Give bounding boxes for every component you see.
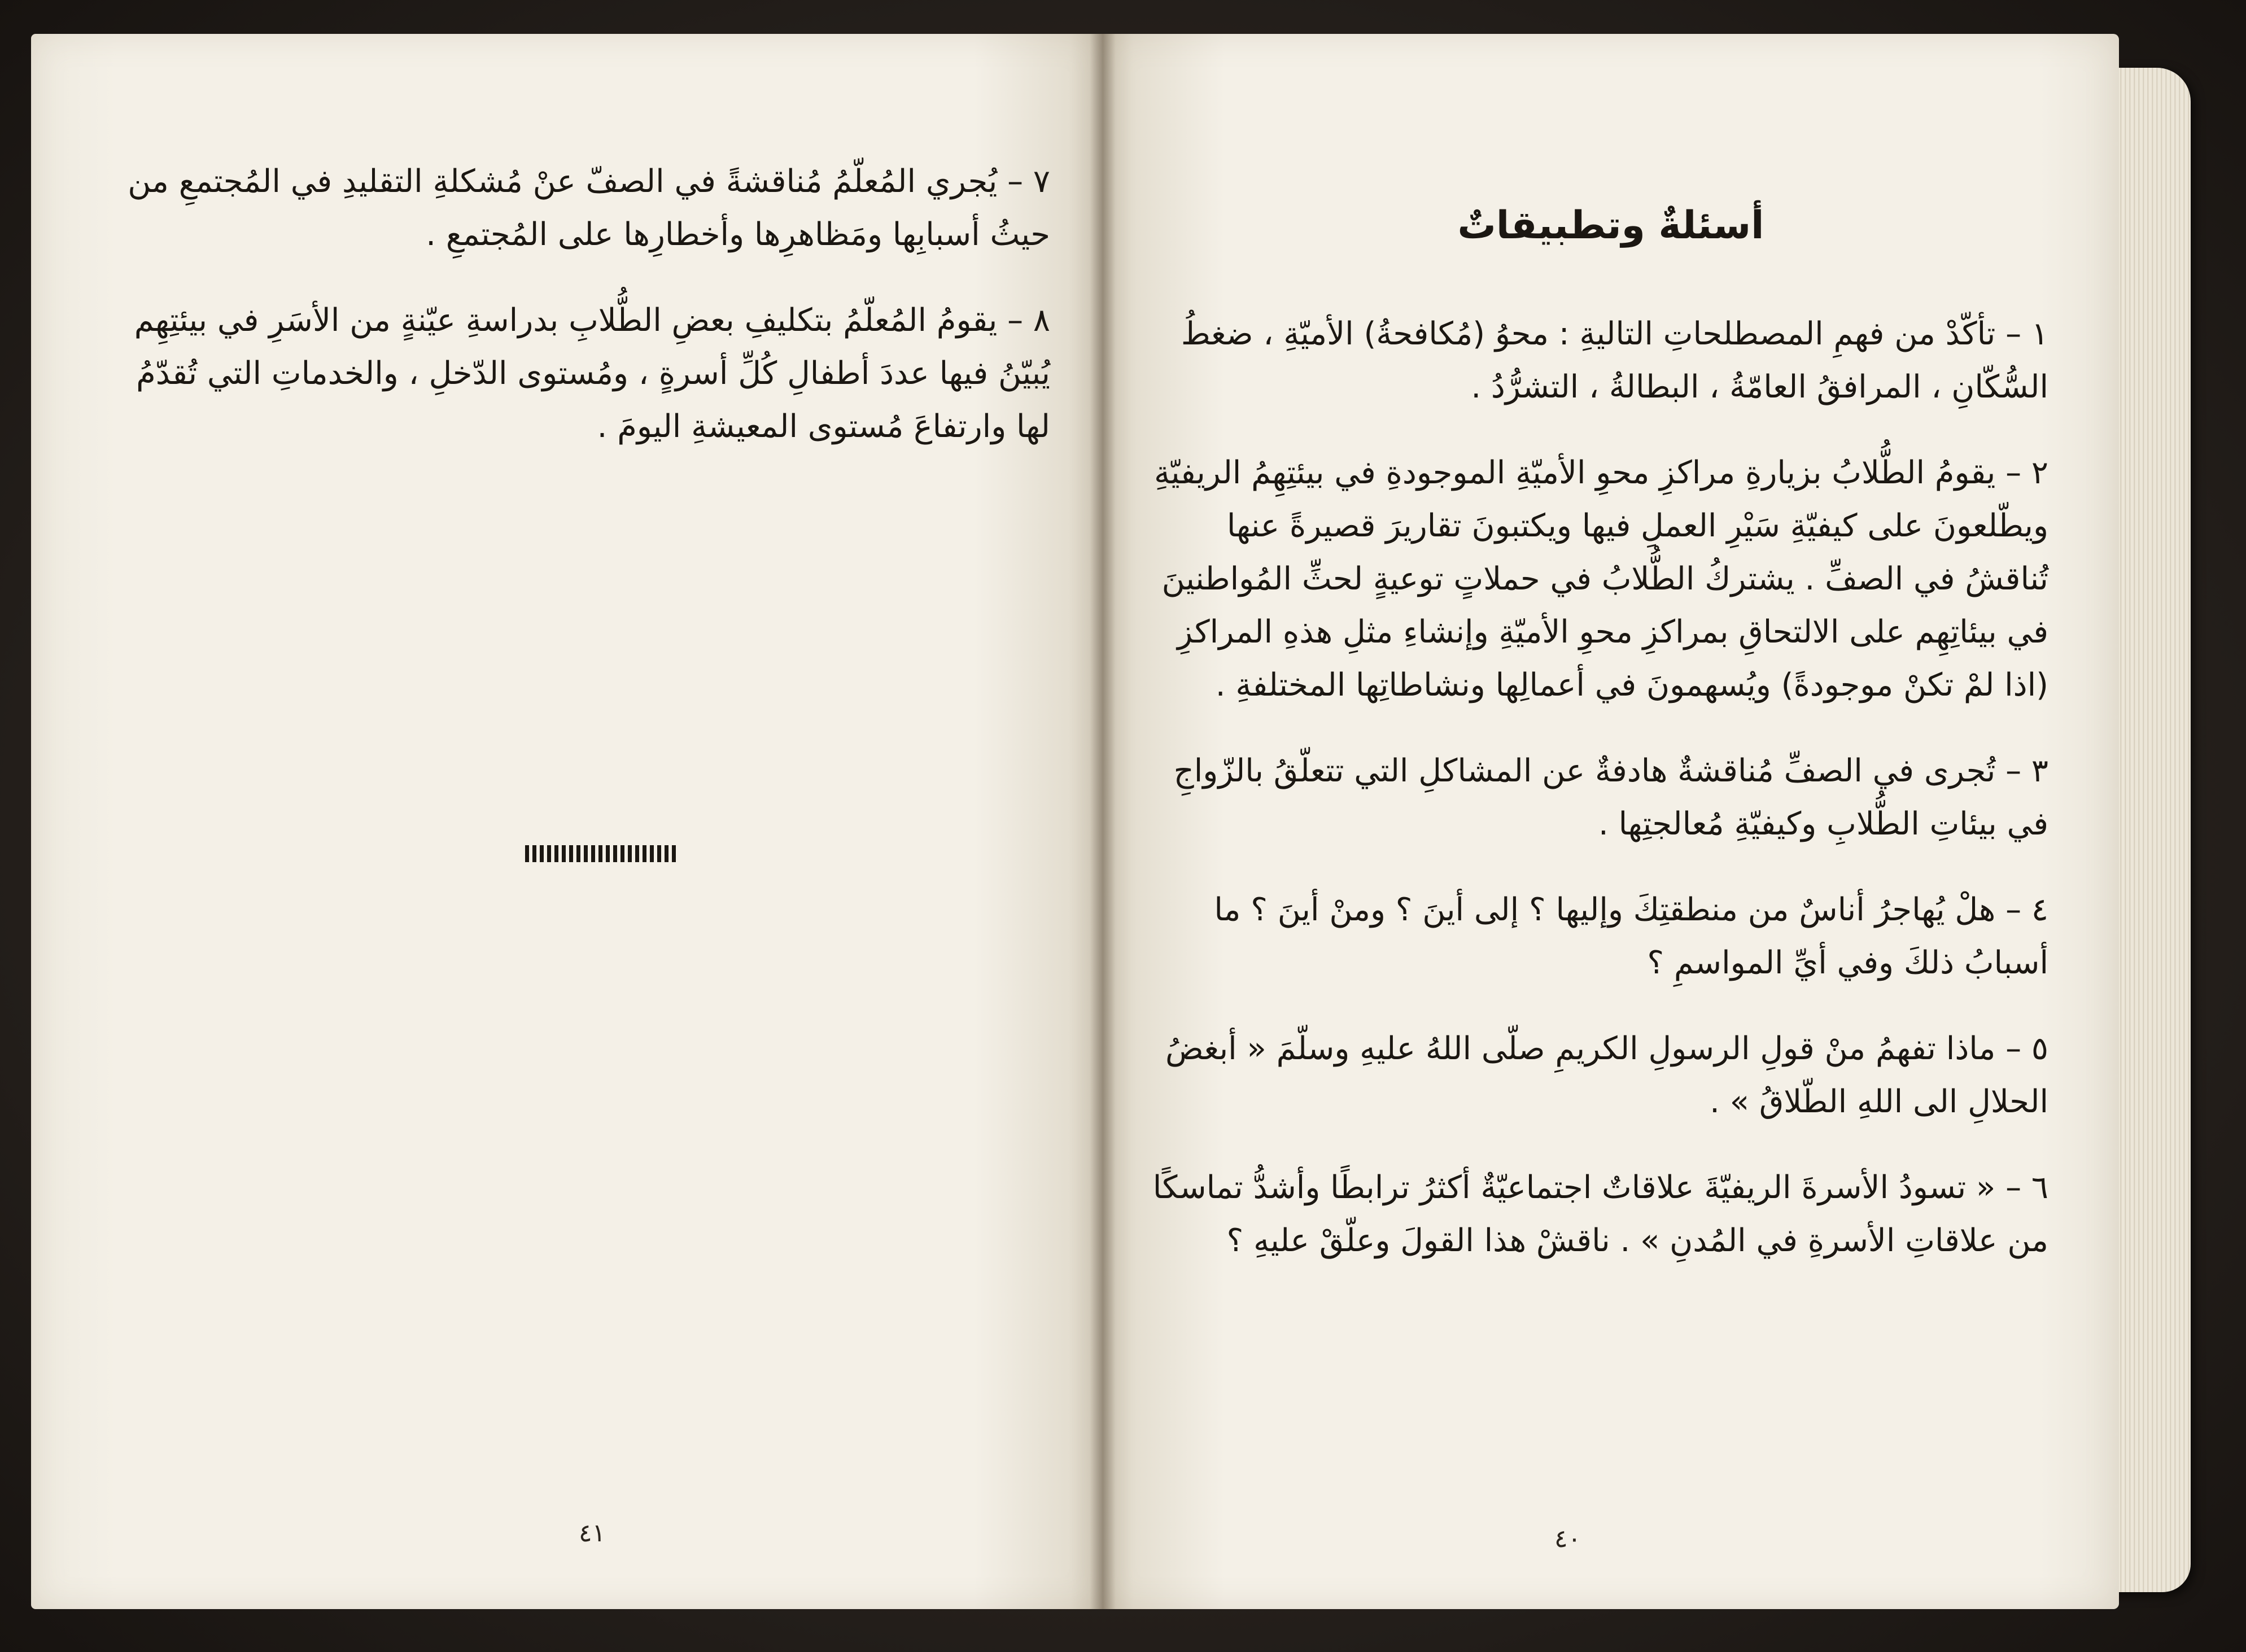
- page-number: ٤١: [579, 1519, 606, 1548]
- exercise-item: ٧ – يُجري المُعلّمُ مُناقشةً في الصفّ عنْ مُشكلةِ التقليدِ في المُجتمعِ من حيثُ أسبابِها ومَظاهرِها وأخطارِها على المُجتمعِ .: [128, 163, 1050, 253]
- ornamental-divider: [525, 845, 678, 862]
- book-gutter: [1090, 34, 1116, 1609]
- section-heading: أسئلةٌ وتطبيقاتٌ: [1457, 203, 1764, 248]
- exercise-item: ٢ – يقومُ الطُّلابُ بزيارةِ مراكزِ محوِ الأميّةِ الموجودةِ في بيئتِهِمُ الريفيّةِ ويطّلعونَ على كيفيّةِ سَيْرِ العملِ فيها ويكتبونَ تقاريرَ قصيرةً عنها تُناقشُ في الصفِّ . يشتركُ الطُّلابُ في حملاتٍ توعيةٍ لحثِّ المُواطنينَ في بيئاتِهِم على الالتحاقِ بمراكزِ محوِ الأميّةِ وإنشاءِ مثلِ هذهِ المراكزِ (اذا لمْ تكنْ موجودةً) ويُسهمونَ في أعمالِها ونشاطاتِها المختلفةِ .: [1153, 454, 2048, 703]
- right-page-body: [1134, 308, 2048, 1300]
- exercise-item: ١ – تأكّدْ من فهمِ المصطلحاتِ التاليةِ : محوُ (مُكافحةُ) الأميّةِ ، ضغطُ السُّكّانِ ، المرافقُ العامّةُ ، البطالةُ ، التشرُّدُ .: [1181, 316, 2048, 405]
- exercise-item: ٦ – « تسودُ الأسرةَ الريفيّةَ علاقاتٌ اجتماعيّةٌ أكثرُ ترابطًا وأشدُّ تماسكًا من علاقاتِ الأسرةِ في المُدنِ » . ناقشْ هذا القولَ وعلّقْ عليهِ ؟: [1152, 1169, 2048, 1259]
- right-page: [1103, 34, 2119, 1609]
- exercise-item: ٨ – يقومُ المُعلّمُ بتكليفِ بعضِ الطُّلابِ بدراسةِ عيّنةٍ من الأسَرِ في بيئتِهِم يُبيّنُ فيها عددَ أطفالِ كُلِّ أسرةٍ ، ومُستوى الدّخلِ ، والخدماتِ التي تُقدّمُ لها وارتفاعَ مُستوى المعيشةِ اليومَ .: [134, 302, 1050, 445]
- page-number: ٤٠: [1554, 1524, 1581, 1553]
- left-page: [31, 34, 1103, 1609]
- exercise-item: ٤ – هلْ يُهاجرُ أناسٌ من منطقتِكَ وإليها ؟ إلى أينَ ؟ ومنْ أينَ ؟ ما أسبابُ ذلكَ وفي أيِّ المواسمِ ؟: [1214, 891, 2048, 981]
- exercise-item: ٣ – تُجرى في الصفِّ مُناقشةٌ هادفةٌ عن المشاكلِ التي تتعلّقُ بالزّواجِ في بيئاتِ الطُّلابِ وكيفيّةِ مُعالجتِها .: [1173, 753, 2048, 842]
- left-page-body: [116, 155, 1050, 486]
- exercise-item: ٥ – ماذا تفهمُ منْ قولِ الرسولِ الكريمِ صلّى اللهُ عليهِ وسلّمَ « أبغضُ الحلالِ الى اللهِ الطّلاقُ » .: [1165, 1030, 2048, 1120]
